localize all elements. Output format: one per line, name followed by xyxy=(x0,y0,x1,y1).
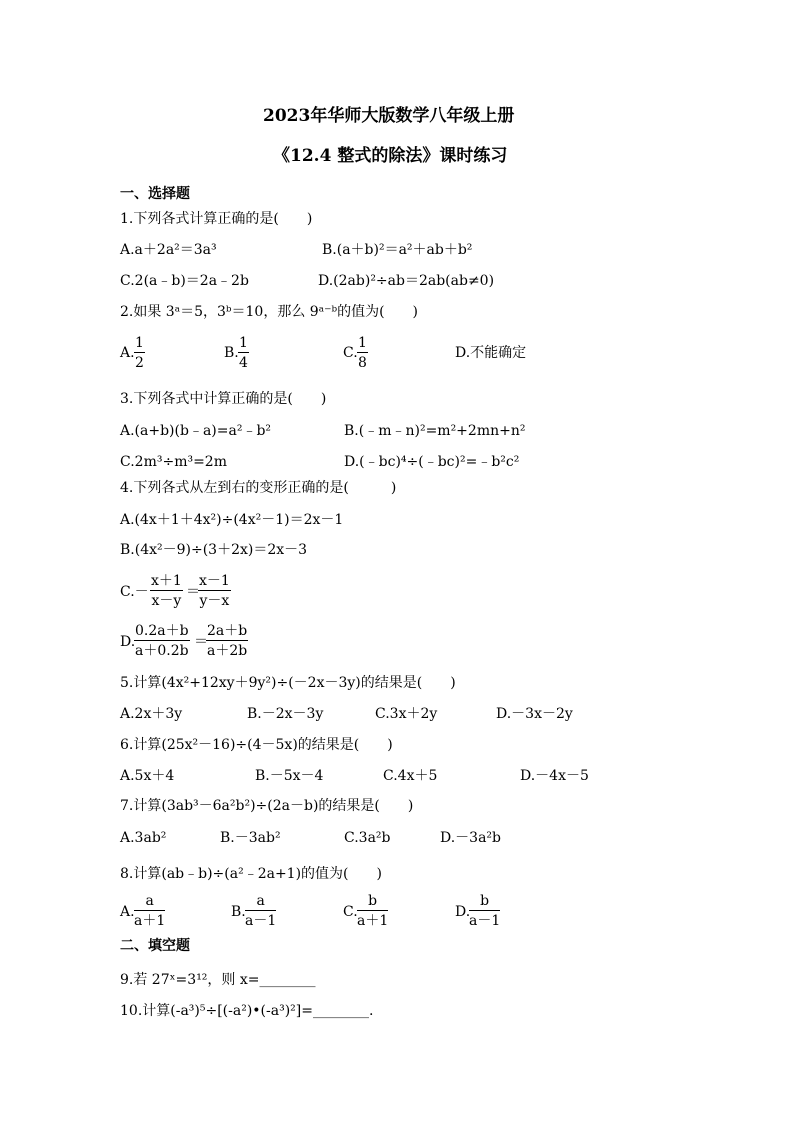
fraction-numerator: a xyxy=(134,893,165,911)
question-4-option-d-fraction-right xyxy=(206,623,248,659)
fraction-numerator: 2a＋b xyxy=(207,623,248,639)
question-1-option-a: A.a＋2a²＝3a³ xyxy=(120,242,217,258)
fraction-denominator: a＋1 xyxy=(357,913,389,929)
fraction-denominator: a＋2b xyxy=(207,643,248,659)
question-7-option-c: C.3a²b xyxy=(344,830,391,846)
question-7-option-d: D.－3a²b xyxy=(440,830,502,846)
question-5-option-a: A.2x＋3y xyxy=(120,706,183,722)
question-7-option-a: A.3ab² xyxy=(120,830,167,846)
question-6-option-d: D.－4x－5 xyxy=(520,768,589,784)
question-7-option-b: B.－3ab² xyxy=(220,830,281,846)
question-5-option-b: B.－2x－3y xyxy=(247,706,324,722)
question-6-option-a: A.5x＋4 xyxy=(120,768,175,784)
fraction-denominator: y－x xyxy=(199,593,230,609)
section-heading-choice: 一、选择题 xyxy=(120,186,190,202)
document-title: 2023年华师大版数学八年级上册 xyxy=(263,106,515,126)
question-5-stem: 5.计算(4x²+12xy＋9y²)÷(－2x－3y)的结果是( ) xyxy=(120,675,456,691)
question-2-stem: 2.如果 3ᵃ＝5，3ᵇ＝10，那么 9ᵃ⁻ᵇ的值为( ) xyxy=(120,304,419,320)
fraction-denominator: x－y xyxy=(151,593,182,609)
question-3-stem: 3.下列各式中计算正确的是( ) xyxy=(120,391,327,407)
fraction-denominator: a＋0.2b xyxy=(135,643,189,659)
question-8-option-a-label: A. xyxy=(120,904,135,920)
question-4-option-b: B.(4x²－9)÷(3＋2x)＝2x－3 xyxy=(120,542,308,558)
fraction-numerator: 1 xyxy=(239,335,248,351)
question-2-option-b-fraction xyxy=(238,335,249,371)
question-4-option-c-fraction-left xyxy=(150,573,183,609)
question-5-option-c: C.3x＋2y xyxy=(375,706,438,722)
question-8-option-c-fraction xyxy=(357,893,388,929)
question-1-stem: 1.下列各式计算正确的是( ) xyxy=(120,211,313,227)
section-heading-fill: 二、填空题 xyxy=(120,938,190,954)
equals-sign: ＝ xyxy=(186,584,200,600)
fraction-numerator: x＋1 xyxy=(151,573,182,589)
question-8-option-d-fraction xyxy=(469,893,500,929)
question-2-option-b-label: B. xyxy=(224,345,239,361)
question-8-option-b-label: B. xyxy=(231,904,246,920)
fraction-numerator: 1 xyxy=(358,335,367,351)
question-8-stem: 8.计算(ab﹣b)÷(a²﹣2a+1)的值为( ) xyxy=(120,866,382,882)
question-8-option-b-fraction xyxy=(245,893,276,929)
question-2-option-c-label: C. xyxy=(343,345,358,361)
fraction-numerator: 0.2a＋b xyxy=(135,623,189,639)
question-2-option-d: D.不能确定 xyxy=(455,345,527,361)
fraction-denominator: 2 xyxy=(135,355,144,371)
fraction-denominator: 4 xyxy=(239,355,248,371)
question-4-option-a: A.(4x＋1＋4x²)÷(4x²－1)＝2x－1 xyxy=(120,512,344,528)
question-6-stem: 6.计算(25x²－16)÷(4－5x)的结果是( ) xyxy=(120,737,393,753)
question-2-option-a-fraction xyxy=(134,335,145,371)
question-4-option-c-label: C.－ xyxy=(120,584,149,600)
question-4-option-c-fraction-right xyxy=(198,573,231,609)
question-4-option-d-label: D. xyxy=(120,634,136,650)
fraction-numerator: b xyxy=(469,893,500,911)
question-8-option-d-label: D. xyxy=(455,904,471,920)
document-subtitle: 《12.4 整式的除法》课时练习 xyxy=(273,146,508,166)
question-1-option-d: D.(2ab)²÷ab＝2ab(ab≠0) xyxy=(318,273,495,289)
question-10-stem: 10.计算(-a³)⁵÷[(-a²)•(-a³)²]=________. xyxy=(120,1003,374,1019)
fraction-denominator: a－1 xyxy=(245,913,277,929)
fraction-denominator: a＋1 xyxy=(134,913,166,929)
question-2-option-a-label: A. xyxy=(120,345,135,361)
question-2-option-c-fraction xyxy=(357,335,368,371)
question-8-option-a-fraction xyxy=(134,893,165,929)
question-4-option-d-fraction-left xyxy=(134,623,190,659)
question-3-option-d: D.(﹣bc)⁴÷(﹣bc)²=﹣b²c² xyxy=(344,454,520,470)
fraction-numerator: 1 xyxy=(135,335,144,351)
question-8-option-c-label: C. xyxy=(343,904,358,920)
question-5-option-d: D.－3x－2y xyxy=(496,706,573,722)
question-1-option-b: B.(a＋b)²＝a²＋ab＋b² xyxy=(322,242,473,258)
question-3-option-b: B.(﹣m﹣n)²=m²+2mn+n² xyxy=(344,423,526,439)
question-6-option-b: B.－5x－4 xyxy=(255,768,324,784)
question-3-option-c: C.2m³÷m³=2m xyxy=(120,454,227,470)
question-7-stem: 7.计算(3ab³－6a²b²)÷(2a－b)的结果是( ) xyxy=(120,798,414,814)
question-4-stem: 4.下列各式从左到右的变形正确的是( ) xyxy=(120,480,397,496)
question-1-option-c: C.2(a﹣b)＝2a﹣2b xyxy=(120,273,249,289)
question-3-option-a: A.(a+b)(b﹣a)=a²﹣b² xyxy=(120,423,272,439)
fraction-denominator: a－1 xyxy=(469,913,501,929)
equals-sign: ＝ xyxy=(194,634,208,650)
fraction-numerator: b xyxy=(357,893,388,911)
fraction-numerator: x－1 xyxy=(199,573,230,589)
fraction-numerator: a xyxy=(245,893,276,911)
fraction-denominator: 8 xyxy=(358,355,367,371)
question-6-option-c: C.4x＋5 xyxy=(383,768,438,784)
question-9-stem: 9.若 27ˣ=3¹²，则 x=________ xyxy=(120,972,316,988)
